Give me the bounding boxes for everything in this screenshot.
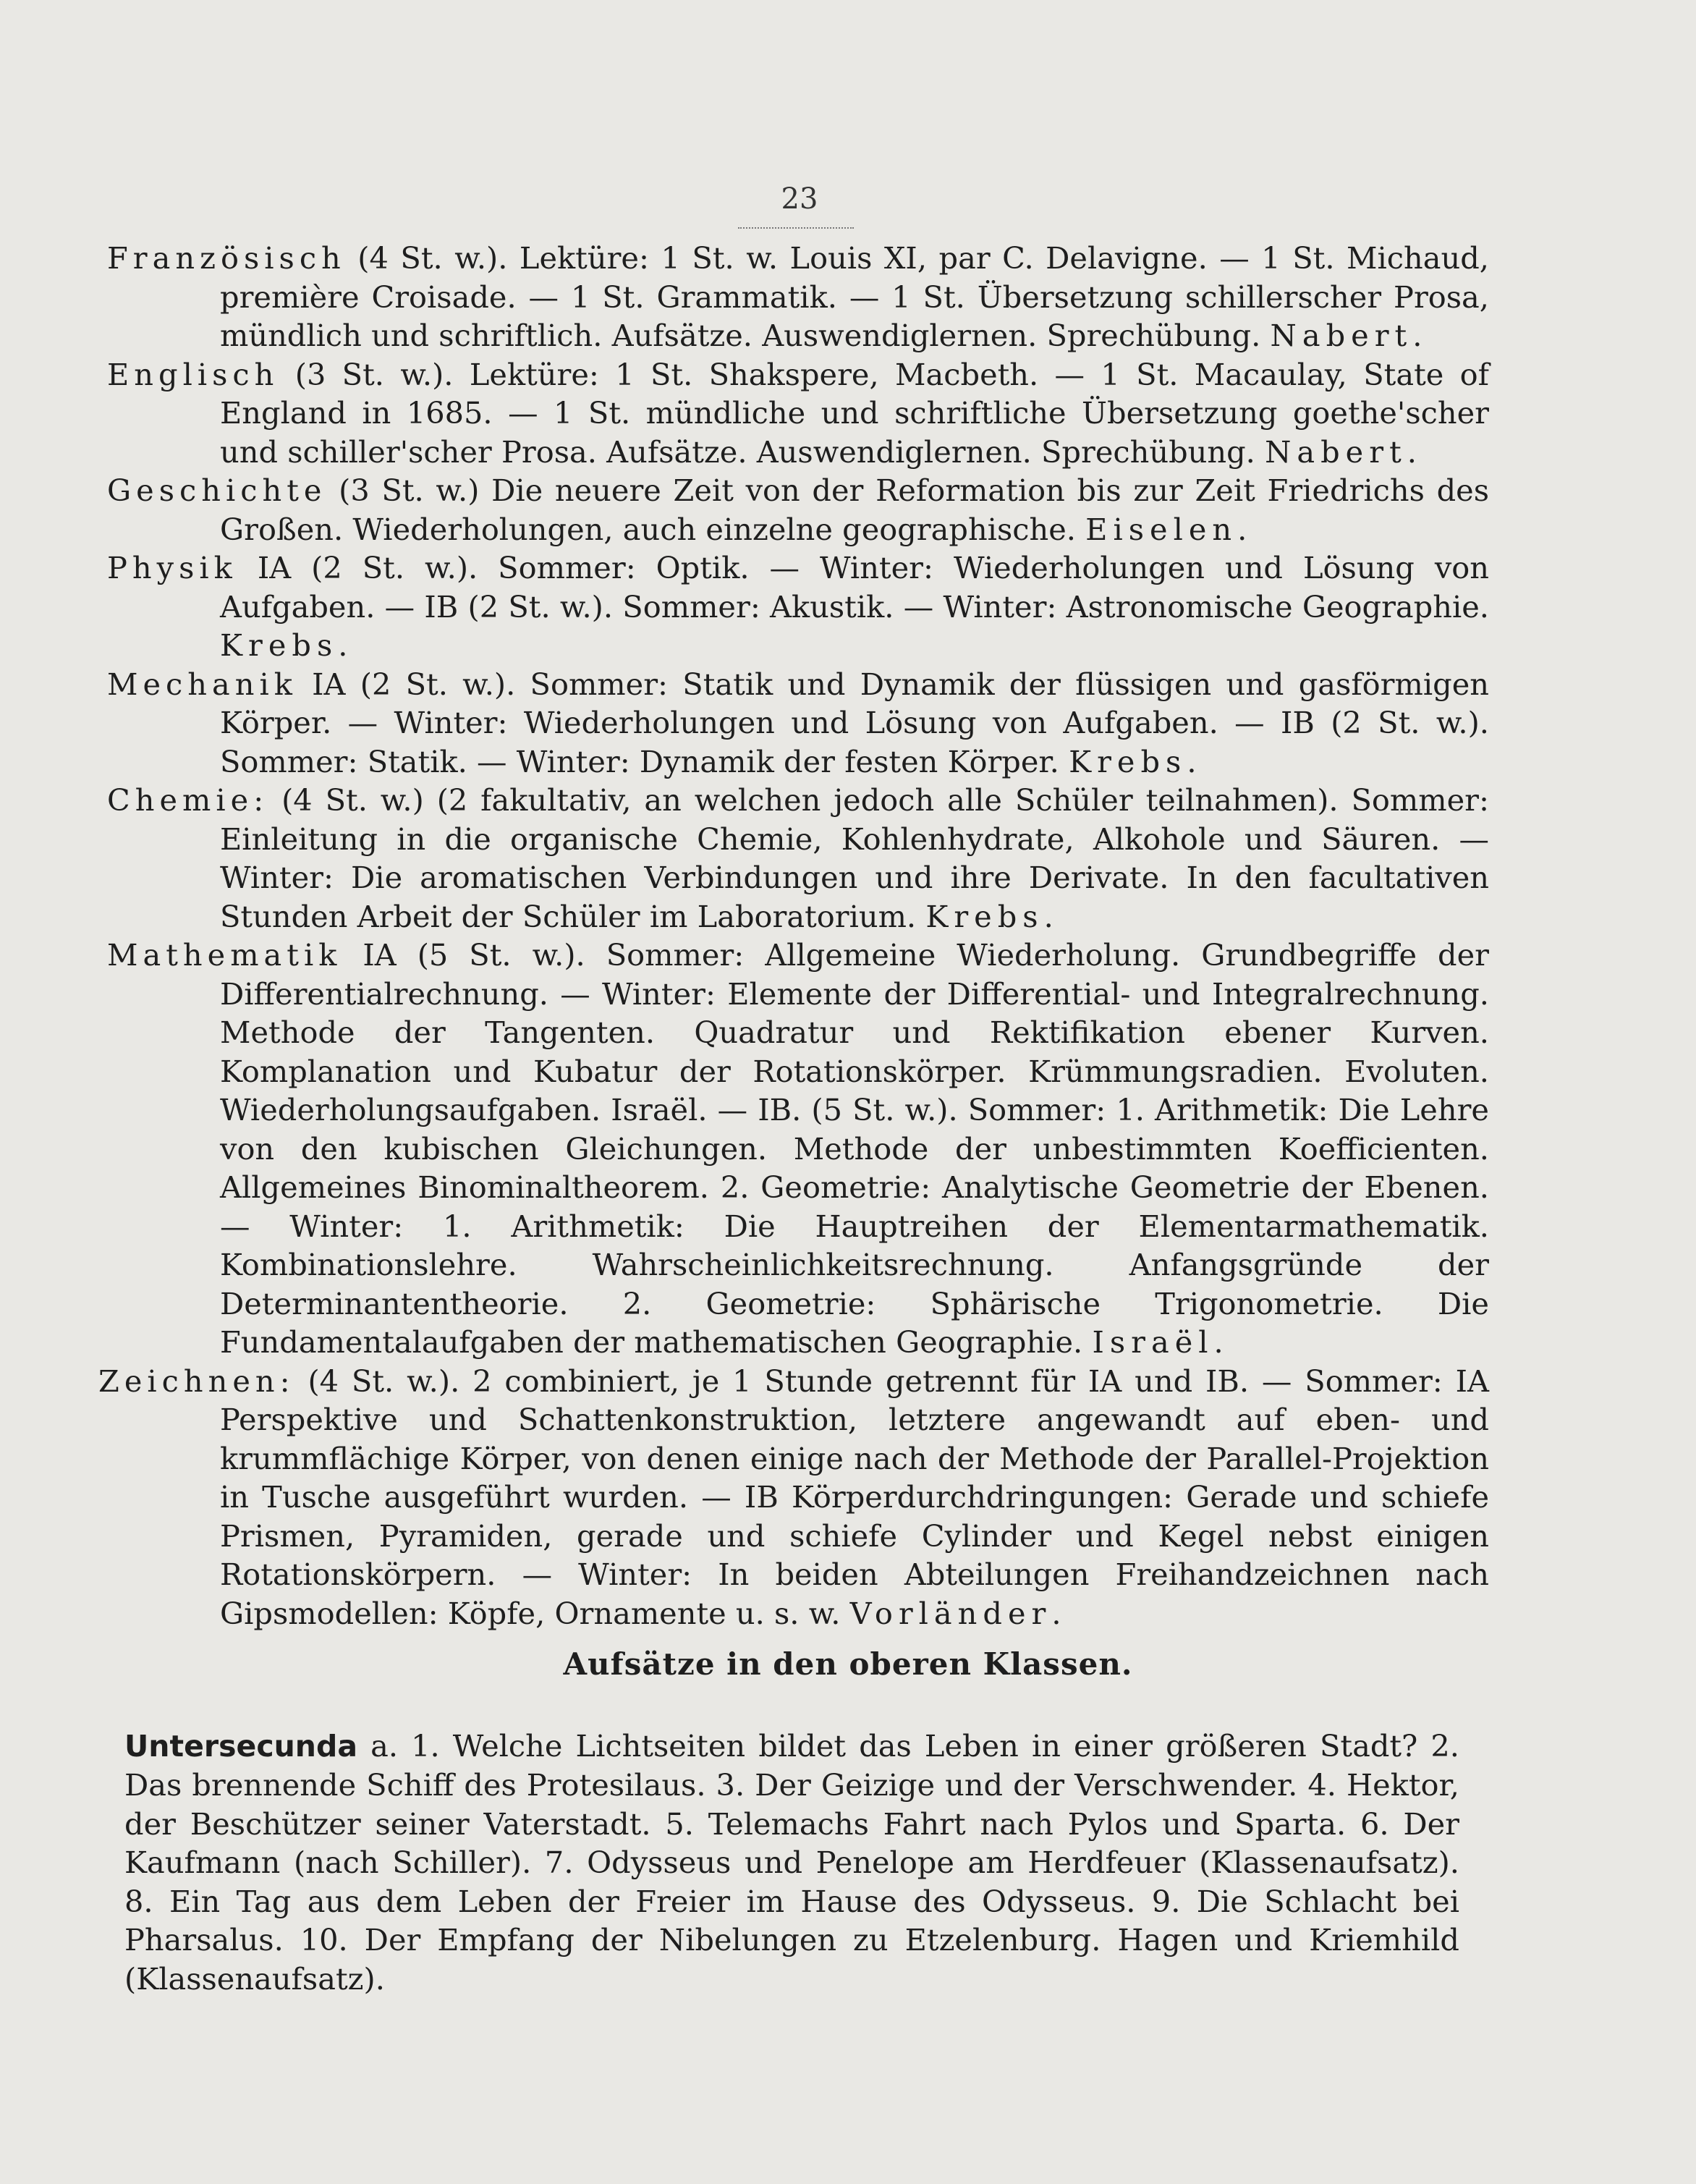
entry-englisch bbox=[107, 355, 1489, 472]
entry-franzoesisch bbox=[107, 239, 1489, 355]
subject-label: Geschichte bbox=[107, 473, 327, 508]
entry-text: (4 St. w.). Lektüre: 1 St. w. Louis XI, par C. Delavigne. — 1 St. Michaud, première Croisade. — 1 St. Grammatik. — 1 St. Übersetzung schillerscher Prosa, mündlich und schriftlich. Aufsätze. Auswendiglernen. Sprechübung. bbox=[220, 240, 1489, 353]
entry-end: . bbox=[1187, 743, 1197, 779]
entry-chemie bbox=[107, 781, 1489, 936]
teacher-name: Vorländer bbox=[849, 1595, 1052, 1631]
essay-text: a. 1. Welche Lichtseiten bildet das Leben in einer größeren Stadt? 2. Das brennende Schiff des Protesilaus. 3. Der Geizige und der Verschwender. 4. Hektor, der Beschützer seiner Vaterstadt. 5. Telemachs Fahrt nach Pylos und Sparta. 6. Der Kaufmann (nach Schiller). 7. Odysseus und Penelope am Herdfeuer (Klassenaufsatz). 8. Ein Tag aus dem Leben der Freier im Hause des Odysseus. 9. Die Schlacht bei Pharsalus. 10. Der Empfang der Nibelungen zu Etzelenburg. Hagen und Kriemhild (Klassenaufsatz). bbox=[124, 1727, 1459, 1997]
entry-text: (3 St. w.). Lektüre: 1 St. Shakspere, Macbeth. — 1 St. Macaulay, State of England in 1685. — 1 St. mündliche und schriftliche Übersetzung goethe'scher und schiller'scher Prosa. Aufsätze. Auswendiglernen. Sprechübung. bbox=[220, 356, 1489, 470]
teacher-name: Eiselen bbox=[1085, 511, 1238, 547]
entry-end: . bbox=[1051, 1595, 1061, 1631]
subject-label: Mechanik bbox=[107, 666, 297, 702]
page-number-rule bbox=[738, 223, 854, 229]
entry-end: . bbox=[1407, 433, 1417, 470]
teacher-name: Nabert bbox=[1270, 318, 1413, 353]
teacher-name: Israël bbox=[1092, 1324, 1214, 1360]
subject-label: Englisch bbox=[107, 356, 279, 392]
entry-end: . bbox=[1213, 1324, 1224, 1360]
entry-end: . bbox=[1412, 318, 1422, 353]
entry-text: IA (5 St. w.). Sommer: Allgemeine Wiederholung. Grundbegriffe der Differentialrechnung. — Winter: Elemente der Differential- und Integralrechnung. Methode der Tangenten. Quadratur und Rektifikation ebener Kurven. Komplanation und Kubatur der Rotationskörper. Krümmungsradien. Evoluten. Wiederholungsaufgaben. Israël. — IB. (5 St. w.). Sommer: 1. Arithmetik: Die Lehre von den kubischen Gleichungen. Methode der unbestimmten Koefficienten. Allgemeines Binominaltheorem. 2. Geometrie: Analytische Geometrie der Ebenen. — Winter: 1. Arithmetik: Die Hauptreihen der Elementarmathematik. Kombinationslehre. Wahrscheinlichkeitsrechnung. Anfangsgründe der Determinantentheorie. 2. Geometrie: Sphärische Trigonometrie. Die Fundamentalaufgaben der mathematischen Geographie. bbox=[220, 937, 1489, 1360]
entry-text: (4 St. w.). 2 combiniert, je 1 Stunde getrennt für IA und IB. — Sommer: IA Perspektive und Schattenkonstruktion, letztere angewandt auf eben- und krummflächige Körper, von denen einige nach der Methode der Parallel-Projektion in Tusche ausgeführt wurden. — IB Körperdurchdringungen: Gerade und schiefe Prismen, Pyramiden, gerade und schiefe Cylinder und Kegel nebst einigen Rotationskörpern. — Winter: In beiden Abteilungen Freihandzeichnen nach Gipsmodellen: Köpfe, Ornamente u. s. w. bbox=[220, 1363, 1489, 1631]
entry-geschichte bbox=[107, 471, 1489, 549]
essay-list-untersecunda bbox=[124, 1727, 1459, 1999]
section-title: Aufsätze in den oberen Klassen. bbox=[563, 1646, 1133, 1682]
entry-zeichnen bbox=[98, 1362, 1489, 1633]
entry-text: (3 St. w.) Die neuere Zeit von der Reformation bis zur Zeit Friedrichs des Großen. Wiederholungen, auch einzelne geographische. bbox=[220, 473, 1489, 547]
entry-mathematik bbox=[107, 936, 1489, 1362]
entry-text: (4 St. w.) (2 fakultativ, an welchen jedoch alle Schüler teilnahmen). Sommer: Einleitung in die organische Chemie, Kohlenhydrate, Alkohole und Säuren. — Winter: Die aromatischen Verbindungen und ihre Derivate. In den facultativen Stunden Arbeit der Schüler im Laboratorium. bbox=[220, 782, 1489, 934]
class-label: Untersecunda bbox=[124, 1728, 358, 1764]
entry-physik bbox=[107, 549, 1489, 665]
subject-label: Chemie: bbox=[107, 782, 269, 818]
entry-end: . bbox=[1043, 898, 1053, 934]
teacher-name: Nabert bbox=[1265, 433, 1407, 470]
entry-mechanik bbox=[107, 665, 1489, 782]
teacher-name: Krebs bbox=[925, 898, 1044, 934]
curriculum-entries bbox=[98, 239, 1489, 1633]
teacher-name: Krebs bbox=[220, 627, 339, 663]
entry-text: IA (2 St. w.). Sommer: Statik und Dynamik der flüssigen und gasförmigen Körper. — Winter: Wiederholungen und Lösung von Aufgaben. — IB (2 St. w.). Sommer: Statik. — Winter: Dynamik der festen Körper. bbox=[220, 666, 1489, 779]
teacher-name: Krebs bbox=[1069, 743, 1187, 779]
subject-label: Mathematik bbox=[107, 937, 342, 973]
entry-end: . bbox=[338, 627, 348, 663]
entry-end: . bbox=[1237, 511, 1247, 547]
subject-label: Französisch bbox=[107, 240, 346, 276]
subject-label: Zeichnen: bbox=[98, 1363, 295, 1399]
entry-text: IA (2 St. w.). Sommer: Optik. — Winter: Wiederholungen und Lösung von Aufgaben. — IB (2 St. w.). Sommer: Akustik. — Winter: Astronomische Geographie. bbox=[220, 550, 1489, 625]
page-number: 23 bbox=[781, 182, 818, 216]
subject-label: Physik bbox=[107, 550, 237, 585]
